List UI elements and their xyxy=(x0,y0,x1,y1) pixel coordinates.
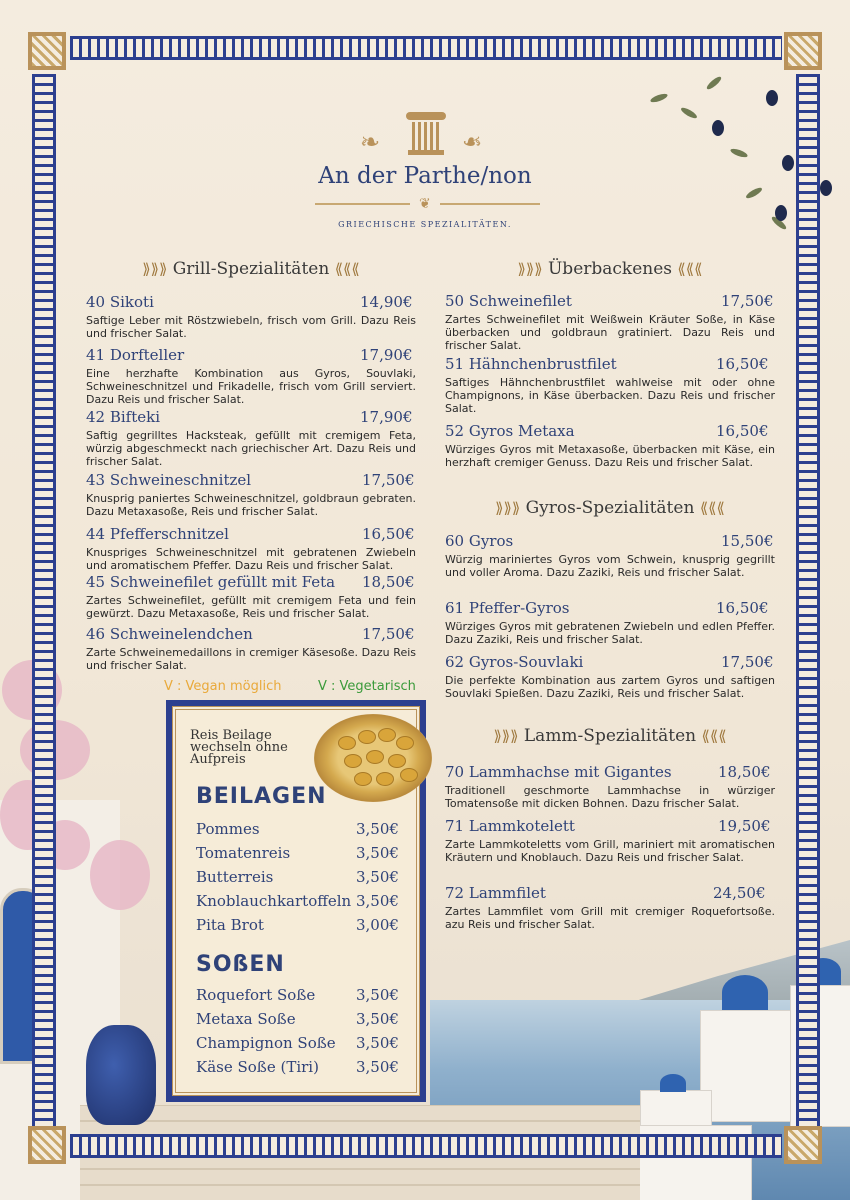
potato-plate-image xyxy=(314,714,432,802)
side-price: 3,50€ xyxy=(356,820,399,838)
olive-icon xyxy=(766,90,778,106)
rice-swap-note: Reis Beilage wechseln ohne Aufpreis xyxy=(190,728,288,767)
beilagen-panel xyxy=(166,700,426,1102)
olive-leaf-icon xyxy=(705,75,723,91)
sauce-name: Champignon Soße xyxy=(196,1034,336,1052)
greek-key-border-left xyxy=(32,74,56,1132)
side-name: Tomatenreis xyxy=(196,844,291,862)
wheat-wing-icon: ⟫⟫⟫ xyxy=(493,727,519,745)
corner-ornament-icon xyxy=(784,1126,822,1164)
item-name: 42 Bifteki xyxy=(86,408,161,426)
sauce-price: 3,50€ xyxy=(356,1010,399,1028)
corner-ornament-icon xyxy=(784,32,822,70)
sauce-price: 3,50€ xyxy=(356,1034,399,1052)
side-name: Pita Brot xyxy=(196,916,264,934)
item-name: 44 Pfefferschnitzel xyxy=(86,525,229,543)
wheat-wing-icon: ⟫⟫⟫ xyxy=(142,260,168,278)
wheat-wing-icon: ⟪⟪⟪ xyxy=(334,260,360,278)
sauce-name: Metaxa Soße xyxy=(196,1010,296,1028)
flower-bush xyxy=(90,840,150,910)
item-price: 15,50€ xyxy=(721,532,774,550)
corner-ornament-icon xyxy=(28,32,66,70)
item-name: 70 Lammhachse mit Gigantes xyxy=(445,763,672,781)
item-price: 24,50€ xyxy=(713,884,766,902)
side-name: Butterreis xyxy=(196,868,274,886)
blue-dome-icon xyxy=(722,975,768,1010)
laurel-right-icon: ❧ xyxy=(462,128,483,156)
item-price: 17,90€ xyxy=(360,408,413,426)
item-description: Zartes Schweinefilet mit Weißwein Kräuter Soße, in Käse überbacken und goldbraun gratiniert. Dazu Reis und frischer Salat. xyxy=(445,313,775,352)
item-description: Knuspriges Schweineschnitzel mit gebratenen Zwiebeln und aromatischem Pfeffer. Dazu Reis und frischer Salat. xyxy=(86,546,416,572)
item-price: 17,50€ xyxy=(721,292,774,310)
item-description: Saftiges Hähnchenbrustfilet wahlweise mit oder ohne Champignons, in Käse überbacken. Dazu Reis und frischer Salat. xyxy=(445,376,775,415)
amphora-vase xyxy=(86,1025,156,1125)
sauce-name: Roquefort Soße xyxy=(196,986,316,1004)
section-heading-ueberbacken: ⟫⟫⟫ Überbackenes ⟪⟪⟪ xyxy=(517,259,703,279)
greek-key-border-bottom xyxy=(70,1134,782,1158)
item-description: Zartes Schweinefilet, gefüllt mit cremigem Feta und fein gewürzt. Dazu Metaxasoße, Reis und frischer Salat. xyxy=(86,594,416,620)
divider-ornament-icon: ❦ xyxy=(419,196,431,212)
item-name: 72 Lammfilet xyxy=(445,884,546,902)
side-name: Pommes xyxy=(196,820,260,838)
item-price: 16,50€ xyxy=(716,355,769,373)
item-description: Zartes Lammfilet vom Grill mit cremiger Roquefortsoße. azu Reis und frischer Salat. xyxy=(445,905,775,931)
item-name: 45 Schweinefilet gefüllt mit Feta xyxy=(86,573,336,591)
item-name: 43 Schweineschnitzel xyxy=(86,471,252,489)
item-description: Würziges Gyros mit Metaxasoße, überbacken mit Käse, ein herzhaft cremiger Genuss. Dazu Reis und frischer Salat. xyxy=(445,443,775,469)
item-price: 18,50€ xyxy=(718,763,771,781)
section-heading-lamm: ⟫⟫⟫ Lamm-Spezialitäten ⟪⟪⟪ xyxy=(493,726,727,746)
column-logo-icon xyxy=(406,112,446,156)
blue-dome-icon xyxy=(660,1074,686,1092)
wheat-wing-icon: ⟪⟪⟪ xyxy=(701,727,727,745)
item-description: Eine herzhafte Kombination aus Gyros, Souvlaki, Schweineschnitzel und Frikadelle, frisch vom Grill serviert. Dazu Reis und frischer Salat. xyxy=(86,367,416,406)
divider xyxy=(315,203,410,205)
side-price: 3,50€ xyxy=(356,868,399,886)
sauce-name: Käse Soße (Tiri) xyxy=(196,1058,319,1076)
wheat-wing-icon: ⟫⟫⟫ xyxy=(517,260,543,278)
item-name: 51 Hähnchenbrustfilet xyxy=(445,355,617,373)
item-description: Die perfekte Kombination aus zartem Gyros und saftigen Souvlaki Spießen. Dazu Zaziki, Reis und frischer Salat. xyxy=(445,674,775,700)
wheat-wing-icon: ⟫⟫⟫ xyxy=(495,499,521,517)
olive-leaf-icon xyxy=(730,147,749,159)
item-name: 60 Gyros xyxy=(445,532,514,550)
legend-vegan: V : Vegan möglich xyxy=(164,679,282,694)
olive-icon xyxy=(775,205,787,221)
restaurant-title: An der Parthe/non xyxy=(318,163,532,189)
item-description: Traditionell geschmorte Lammhachse in würziger Tomatensoße mit dicken Bohnen. Dazu frischer Salat. xyxy=(445,784,775,810)
item-description: Zarte Lammkoteletts vom Grill, mariniert mit aromatischen Kräutern und Knoblauch. Dazu Reis und frischer Salat. xyxy=(445,838,775,864)
side-price: 3,50€ xyxy=(356,892,399,910)
divider xyxy=(440,203,540,205)
section-heading-gyros: ⟫⟫⟫ Gyros-Spezialitäten ⟪⟪⟪ xyxy=(495,498,725,518)
item-price: 17,50€ xyxy=(362,471,415,489)
item-price: 17,50€ xyxy=(721,653,774,671)
side-price: 3,50€ xyxy=(356,844,399,862)
legend-vegetarian: V : Vegetarisch xyxy=(318,679,416,694)
restaurant-subtitle: GRIECHISCHE SPEZIALITÄTEN. xyxy=(338,220,512,229)
beilagen-heading: BEILAGEN xyxy=(196,784,327,809)
item-name: 71 Lammkotelett xyxy=(445,817,575,835)
item-price: 16,50€ xyxy=(716,422,769,440)
sossen-heading: SOßEN xyxy=(196,952,285,977)
olive-leaf-icon xyxy=(680,106,699,120)
item-price: 18,50€ xyxy=(362,573,415,591)
item-name: 61 Pfeffer-Gyros xyxy=(445,599,570,617)
item-name: 62 Gyros-Souvlaki xyxy=(445,653,584,671)
item-description: Knusprig paniertes Schweineschnitzel, goldbraun gebraten. Dazu Metaxasoße, Reis und frischer Salat. xyxy=(86,492,416,518)
greek-key-border-right xyxy=(796,74,820,1132)
item-description: Saftig gegrilltes Hacksteak, gefüllt mit cremigem Feta, würzig abgeschmeckt nach griechischer Art. Dazu Reis und frischer Salat. xyxy=(86,429,416,468)
item-price: 14,90€ xyxy=(360,293,413,311)
item-description: Zarte Schweinemedaillons in cremiger Käsesoße. Dazu Reis und frischer Salat. xyxy=(86,646,416,672)
item-price: 19,50€ xyxy=(718,817,771,835)
item-description: Saftige Leber mit Röstzwiebeln, frisch vom Grill. Dazu Reis und frischer Salat. xyxy=(86,314,416,340)
olive-leaf-icon xyxy=(650,92,669,104)
item-description: Würziges Gyros mit gebratenen Zwiebeln und edlen Pfeffer. Dazu Zaziki, Reis und frischer Salat. xyxy=(445,620,775,646)
white-house xyxy=(700,1010,792,1122)
wheat-wing-icon: ⟪⟪⟪ xyxy=(699,499,725,517)
item-name: 41 Dorfteller xyxy=(86,346,185,364)
item-price: 16,50€ xyxy=(716,599,769,617)
item-price: 17,50€ xyxy=(362,625,415,643)
sauce-price: 3,50€ xyxy=(356,986,399,1004)
laurel-left-icon: ❧ xyxy=(360,128,381,156)
wheat-wing-icon: ⟪⟪⟪ xyxy=(677,260,703,278)
side-price: 3,00€ xyxy=(356,916,399,934)
greek-key-border-top xyxy=(70,36,782,60)
item-name: 50 Schweinefilet xyxy=(445,292,572,310)
beilagen-panel-inner xyxy=(172,706,420,1096)
item-name: 46 Schweinelendchen xyxy=(86,625,253,643)
item-price: 16,50€ xyxy=(362,525,415,543)
item-price: 17,90€ xyxy=(360,346,413,364)
sauce-price: 3,50€ xyxy=(356,1058,399,1076)
corner-ornament-icon xyxy=(28,1126,66,1164)
olive-icon xyxy=(712,120,724,136)
side-name: Knoblauchkartoffeln xyxy=(196,892,352,910)
section-heading-grill: ⟫⟫⟫ Grill-Spezialitäten ⟪⟪⟪ xyxy=(142,259,360,279)
item-description: Würzig mariniertes Gyros vom Schwein, knusprig gegrillt und voller Aroma. Dazu Zaziki, Reis und frischer Salat. xyxy=(445,553,775,579)
item-name: 40 Sikoti xyxy=(86,293,154,311)
item-name: 52 Gyros Metaxa xyxy=(445,422,575,440)
